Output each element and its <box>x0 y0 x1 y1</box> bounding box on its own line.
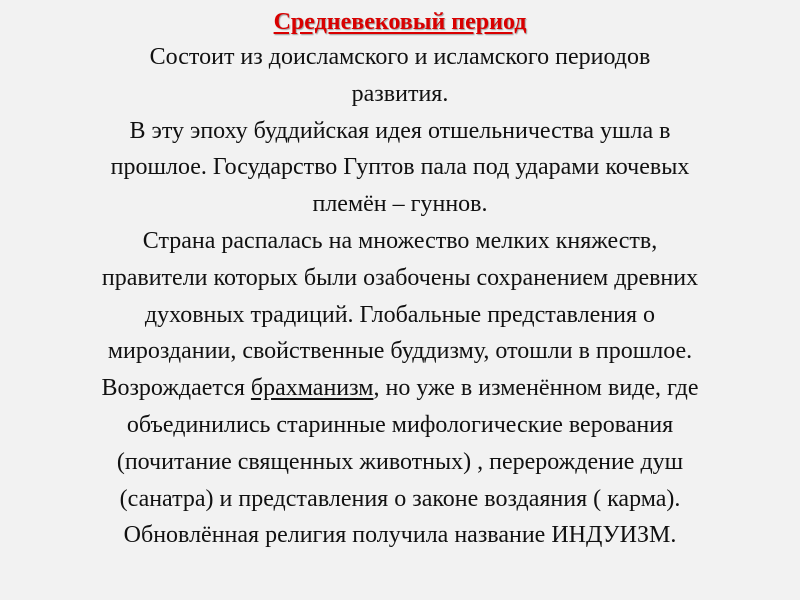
text-line: племён – гуннов. <box>312 191 488 218</box>
text-line-brahmanism <box>10 370 790 407</box>
text-line: объединились старинные мифологические верования <box>126 411 674 438</box>
text-line: Обновлённая религия получила название ИНДУИЗМ. <box>123 522 677 549</box>
text-line: духовных традиций. Глобальные представления о <box>144 301 656 328</box>
text-line: Состоит из доисламского и исламского периодов <box>149 44 651 70</box>
brahmanism-term: брахманизм <box>250 375 374 402</box>
text-line: В эту эпоху буддийская идея отшельничества ушла в <box>129 117 671 144</box>
text-line: (санатра) и представления о законе воздаяния ( карма). <box>119 485 681 512</box>
text-line: развития. <box>351 80 449 107</box>
text-line: Страна распалась на множество мелких княжеств, <box>142 227 658 254</box>
slide-body <box>10 39 790 554</box>
text-line: правители которых были озабочены сохранением древних <box>101 264 699 291</box>
slide-title: Средневековый период <box>273 9 527 35</box>
text-line: (почитание священных животных) , перерождение душ <box>116 448 684 475</box>
brahmanism-before: Возрождается <box>101 375 251 402</box>
text-line: прошлое. Государство Гуптов пала под ударами кочевых <box>110 154 690 181</box>
brahmanism-after: , но уже в изменённом виде, где <box>373 375 699 402</box>
text-line: мироздании, свойственные буддизму, отошли в прошлое. <box>107 338 693 365</box>
